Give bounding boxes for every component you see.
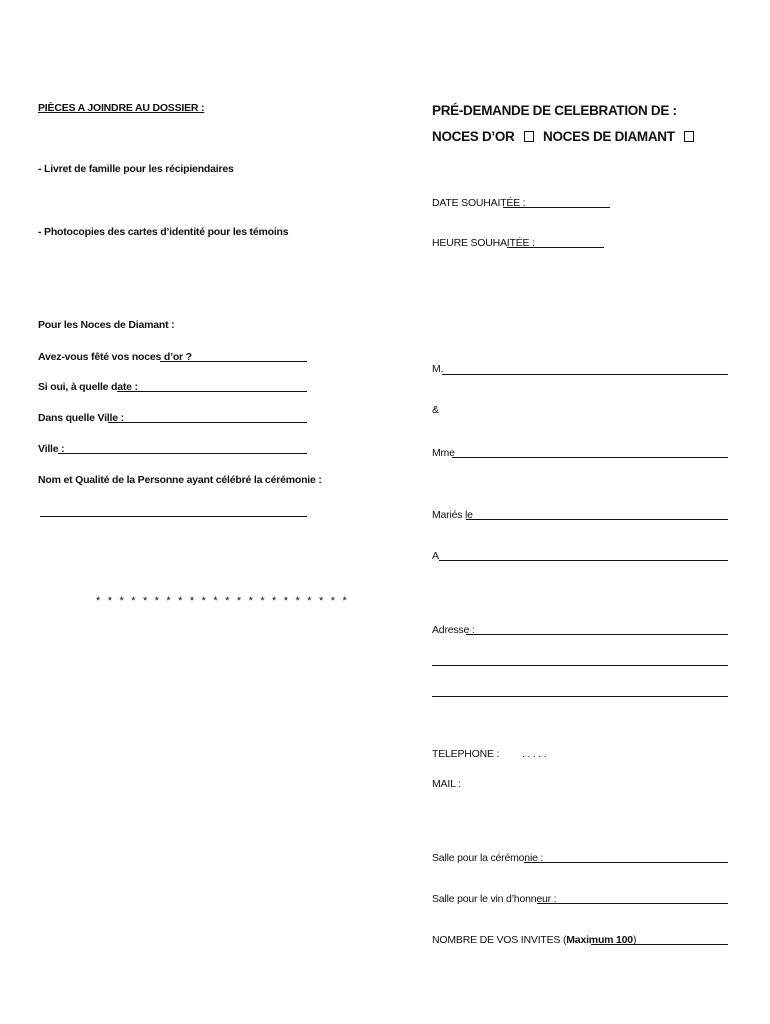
- adresse-line-1[interactable]: [466, 634, 728, 635]
- piece-photocopies: - Photocopies des cartes d’identité pour les témoins: [38, 226, 289, 238]
- form-title: PRÉ-DEMANDE DE CELEBRATION DE :: [432, 103, 677, 118]
- monsieur-label: M.: [432, 363, 444, 375]
- question-noces-or: Avez-vous fêté vos noces d’or ?: [38, 351, 192, 363]
- nombre-invites-line[interactable]: [591, 944, 728, 945]
- date-souhaitee-label: DATE SOUHAITÉE :: [432, 197, 526, 209]
- nombre-invites-max: Maximum 100: [566, 934, 633, 946]
- madame-line[interactable]: [452, 457, 728, 458]
- question-personne: Nom et Qualité de la Personne ayant célébré la cérémonie :: [38, 474, 322, 486]
- date-souhaitee-line[interactable]: [503, 207, 610, 208]
- answer-ville-line[interactable]: [58, 453, 307, 454]
- telephone-label: TELEPHONE :: [432, 748, 500, 760]
- question-ville-ceremonie: Dans quelle Ville :: [38, 412, 124, 424]
- option-noces-or-label: NOCES D’OR: [432, 129, 515, 144]
- maries-le-line[interactable]: [466, 519, 728, 520]
- answer-ville-ceremonie-line[interactable]: [108, 422, 307, 423]
- ampersand-label: &: [432, 404, 439, 416]
- salle-vin-line[interactable]: [537, 903, 728, 904]
- salle-vin-label: Salle pour le vin d’honneur :: [432, 893, 557, 905]
- maries-le-label: Mariés le: [432, 509, 473, 521]
- heure-souhaitee-label: HEURE SOUHAITÉE :: [432, 237, 535, 249]
- adresse-line-2[interactable]: [432, 665, 728, 666]
- nombre-invites-prefix: NOMBRE DE VOS INVITES (: [432, 934, 567, 946]
- diamant-section-title: Pour les Noces de Diamant :: [38, 319, 175, 331]
- noces-diamant-checkbox[interactable]: [684, 131, 694, 142]
- piece-livret: - Livret de famille pour les récipiendaires: [38, 163, 234, 175]
- option-noces-diamant: [543, 128, 694, 145]
- pieces-title: PIÈCES A JOINDRE AU DOSSIER :: [38, 102, 205, 114]
- question-date: Si oui, à quelle date :: [38, 381, 138, 393]
- nombre-invites-close: ): [632, 934, 637, 946]
- salle-ceremonie-label: Salle pour la cérémonie :: [432, 852, 544, 864]
- noces-or-checkbox[interactable]: [524, 131, 534, 142]
- monsieur-line[interactable]: [442, 374, 728, 375]
- answer-personne-line[interactable]: [40, 516, 307, 517]
- answer-noces-or-line[interactable]: [160, 361, 307, 362]
- mail-label: MAIL :: [432, 778, 461, 790]
- a-line[interactable]: [439, 560, 728, 561]
- madame-label: Mme: [432, 447, 455, 459]
- adresse-line-3[interactable]: [432, 696, 728, 697]
- salle-ceremonie-line[interactable]: [524, 862, 728, 863]
- question-ville: Ville :: [38, 443, 65, 455]
- option-noces-or: [432, 128, 534, 145]
- answer-date-line[interactable]: [117, 391, 307, 392]
- stars-separator: * * * * * * * * * * * * * * * * * * * * * *: [96, 595, 349, 607]
- adresse-label: Adresse :: [432, 624, 475, 636]
- telephone-dots[interactable]: . . . . .: [522, 748, 547, 760]
- heure-souhaitee-line[interactable]: [507, 247, 604, 248]
- a-label: A: [432, 550, 439, 562]
- option-noces-diamant-label: NOCES DE DIAMANT: [543, 129, 675, 144]
